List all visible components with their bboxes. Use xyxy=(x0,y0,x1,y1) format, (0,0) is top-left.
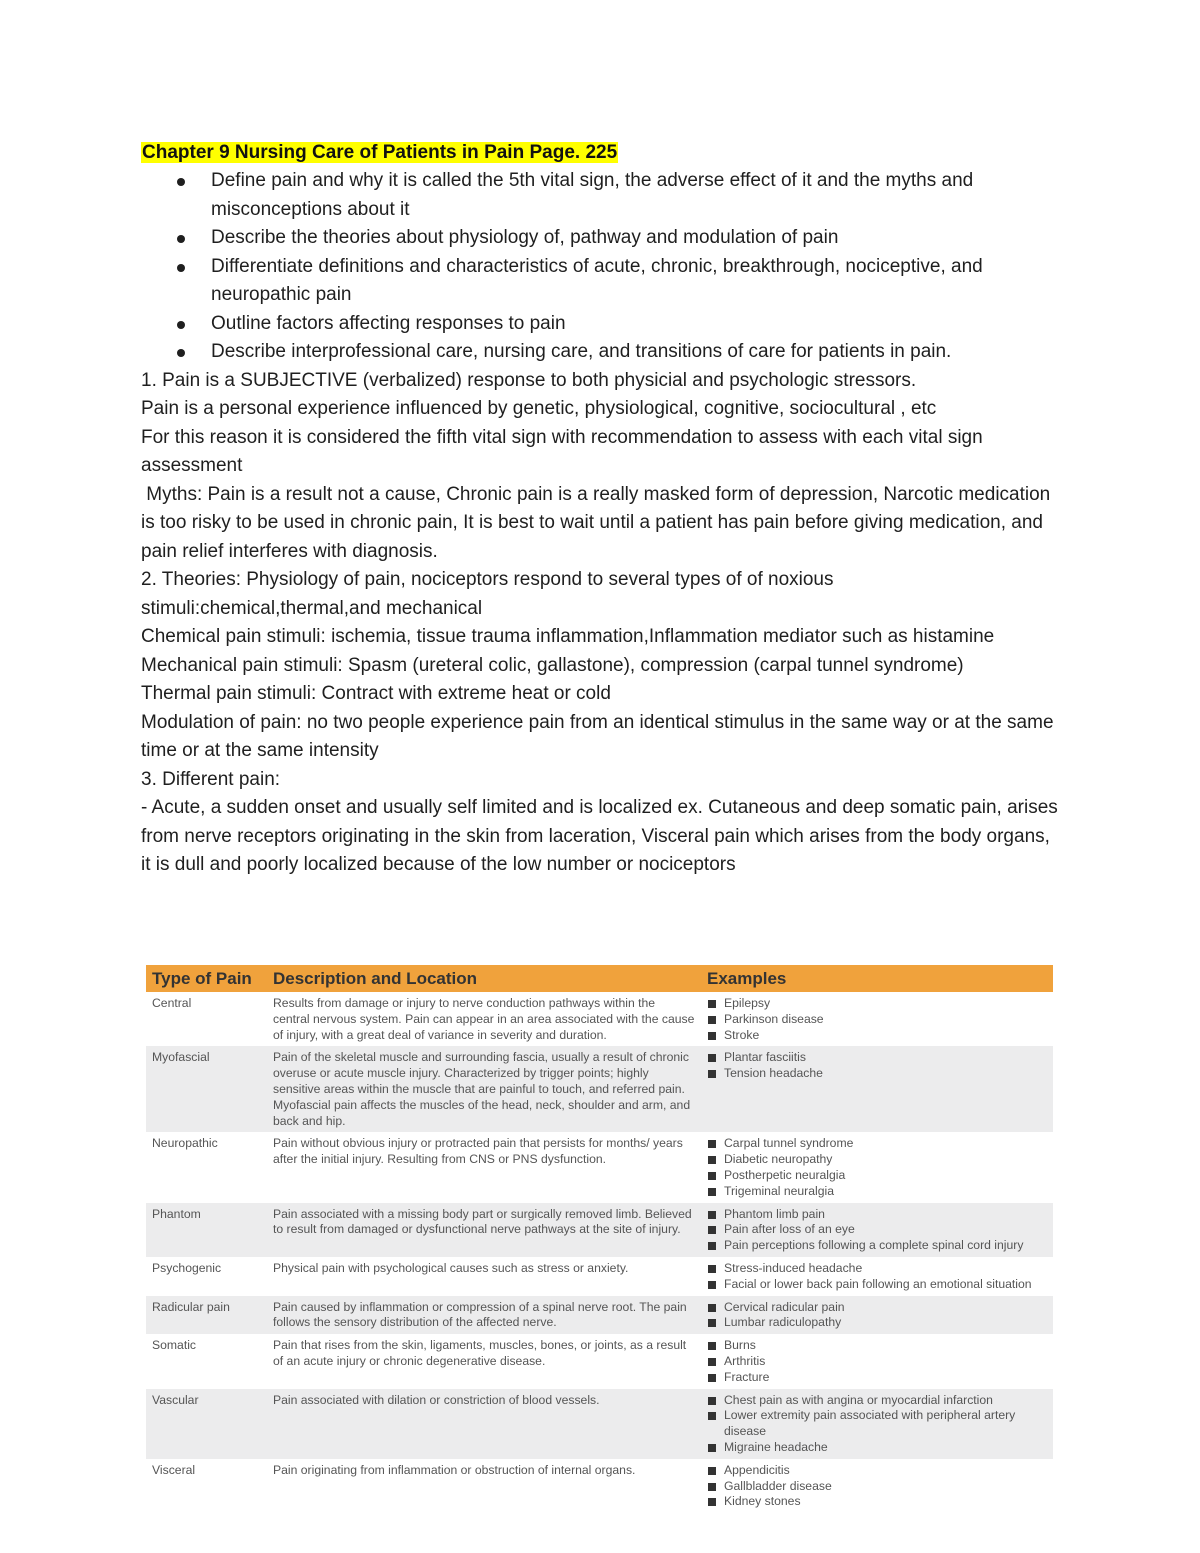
pain-examples-cell xyxy=(701,1459,1053,1513)
square-bullet-icon xyxy=(708,1000,716,1008)
pain-description-cell: Pain without obvious injury or protracted pain that persists for months/ years after the initial injury. Resulting from CNS or PNS dysfunction. xyxy=(273,1136,683,1167)
body-paragraph: Modulation of pain: no two people experience pain from an identical stimulus in the same way or at the same time or at the same intensity xyxy=(141,711,1054,761)
square-bullet-icon xyxy=(708,1070,716,1078)
pain-examples-cell xyxy=(701,1203,1053,1257)
square-bullet-icon xyxy=(708,1444,716,1452)
table-row xyxy=(146,1257,1053,1296)
pain-examples-cell xyxy=(701,1389,1053,1459)
chapter-title: Chapter 9 Nursing Care of Patients in Pain Page. 225 xyxy=(142,142,618,163)
pain-type-cell: Myofascial xyxy=(146,1046,267,1132)
body-paragraph: Chemical pain stimuli: ischemia, tissue trauma inflammation,Inflammation mediator such as histamine xyxy=(141,626,995,647)
pain-examples-cell xyxy=(701,992,1053,1046)
table-header-row xyxy=(146,965,1053,992)
example-item: Diabetic neuropathy xyxy=(707,1152,1047,1168)
body-paragraph: Mechanical pain stimuli: Spasm (ureteral colic, gallastone), compression (carpal tunnel syndrome) xyxy=(141,654,964,676)
bullet-icon xyxy=(177,349,185,357)
example-item: Appendicitis xyxy=(707,1463,1047,1479)
square-bullet-icon xyxy=(708,1319,716,1327)
example-item: Burns xyxy=(707,1338,1047,1354)
square-bullet-icon xyxy=(708,1281,716,1289)
square-bullet-icon xyxy=(708,1397,716,1405)
table-row xyxy=(146,1046,1053,1132)
pain-type-cell: Central xyxy=(152,996,192,1010)
example-item: Migraine headache xyxy=(707,1440,1047,1456)
pain-type-cell: Vascular xyxy=(146,1389,267,1459)
square-bullet-icon xyxy=(708,1342,716,1350)
example-item: Stroke xyxy=(707,1028,1047,1044)
square-bullet-icon xyxy=(708,1265,716,1273)
example-item: Stress-induced headache xyxy=(707,1261,1047,1277)
bullet-icon xyxy=(177,178,185,186)
examples-list xyxy=(707,1050,1047,1082)
table-row xyxy=(146,1132,1053,1202)
examples-list xyxy=(707,1136,1047,1199)
square-bullet-icon xyxy=(708,1226,716,1234)
example-item: Postherpetic neuralgia xyxy=(707,1168,1047,1184)
example-item: Lower extremity pain associated with peripheral artery disease xyxy=(707,1408,1047,1440)
pain-description-cell: Pain associated with dilation or constriction of blood vessels. xyxy=(267,1389,701,1459)
example-item: Lumbar radiculopathy xyxy=(707,1315,1047,1331)
body-paragraph: - Acute, a sudden onset and usually self limited and is localized ex. Cutaneous and deep somatic pain, arises from nerve receptors originating in the skin from laceration, Visceral pain which arises from the body organs, it is dull and poorly localized because of the low number or nociceptors xyxy=(141,797,1058,875)
pain-examples-cell xyxy=(701,1132,1053,1202)
table-row xyxy=(146,1203,1053,1257)
example-item: Parkinson disease xyxy=(707,1012,1047,1028)
pain-description-cell: Results from damage or injury to nerve conduction pathways within the central nervous system. Pain can appear in an area associated with the cause of injury, with a great deal of variance in severity and duration. xyxy=(273,996,695,1042)
body-paragraph: Myths: Pain is a result not a cause, Chronic pain is a really masked form of depression, Narcotic medication is too risky to be used in chronic pain, It is best to wait until a patient has pain before giving medication, and pain relief interferes with diagnosis. xyxy=(141,483,1056,562)
square-bullet-icon xyxy=(708,1483,716,1491)
pain-description-cell: Pain caused by inflammation or compression of a spinal nerve root. The pain follows the sensory distribution of the affected nerve. xyxy=(267,1296,701,1335)
body-paragraph: Thermal pain stimuli: Contract with extreme heat or cold xyxy=(141,683,611,704)
bullet-icon xyxy=(177,321,185,329)
body-paragraph: Pain is a personal experience influenced by genetic, physiological, cognitive, sociocultural , etc xyxy=(141,398,937,419)
examples-list xyxy=(707,996,1047,1043)
objectives-list xyxy=(141,167,1061,367)
column-header-examples: Examples xyxy=(701,965,1053,992)
body-paragraph: For this reason it is considered the fifth vital sign with recommendation to assess with each vital sign assessment xyxy=(141,426,983,476)
pain-examples-cell xyxy=(701,1296,1053,1335)
pain-types-table xyxy=(146,965,1053,1513)
pain-examples-cell xyxy=(701,1334,1053,1388)
square-bullet-icon xyxy=(708,1054,716,1062)
square-bullet-icon xyxy=(708,1032,716,1040)
examples-list xyxy=(707,1300,1047,1332)
bullet-icon xyxy=(177,235,185,243)
example-item: Gallbladder disease xyxy=(707,1479,1047,1495)
objective-item: Differentiate definitions and characteristics of acute, chronic, breakthrough, nociceptive, and neuropathic pain xyxy=(211,253,1061,310)
example-item: Trigeminal neuralgia xyxy=(707,1184,1047,1200)
example-item: Chest pain as with angina or myocardial infarction xyxy=(707,1393,1047,1409)
examples-list xyxy=(707,1338,1047,1385)
example-item: Epilepsy xyxy=(707,996,1047,1012)
objective-item: Define pain and why it is called the 5th vital sign, the adverse effect of it and the myths and misconceptions about it xyxy=(211,167,1061,224)
table-row xyxy=(146,1459,1053,1513)
square-bullet-icon xyxy=(708,1242,716,1250)
square-bullet-icon xyxy=(708,1172,716,1180)
pain-type-cell: Psychogenic xyxy=(152,1260,222,1275)
example-item: Cervical radicular pain xyxy=(707,1300,1047,1316)
examples-list xyxy=(707,1261,1047,1293)
pain-type-cell: Radicular pain xyxy=(146,1296,267,1335)
pain-type-cell: Visceral xyxy=(152,1462,196,1477)
objective-item: Describe interprofessional care, nursing care, and transitions of care for patients in pain. xyxy=(211,338,1061,367)
example-item: Plantar fasciitis xyxy=(707,1050,1047,1066)
square-bullet-icon xyxy=(708,1016,716,1024)
examples-list xyxy=(707,1207,1047,1254)
square-bullet-icon xyxy=(708,1412,716,1420)
pain-description-cell: Pain that rises from the skin, ligaments, muscles, bones, or joints, as a result of an acute injury or chronic degenerative disease. xyxy=(273,1338,687,1368)
pain-examples-cell xyxy=(701,1257,1053,1296)
body-paragraph: 2. Theories: Physiology of pain, nociceptors respond to several types of of noxious stimuli:chemical,thermal,and mechanical xyxy=(141,569,834,619)
example-item: Kidney stones xyxy=(707,1494,1047,1510)
pain-type-cell: Neuropathic xyxy=(152,1136,218,1151)
body-paragraph: 3. Different pain: xyxy=(141,768,281,790)
example-item: Facial or lower back pain following an emotional situation xyxy=(707,1277,1047,1293)
column-header-type: Type of Pain xyxy=(146,965,267,992)
example-item: Pain perceptions following a complete spinal cord injury xyxy=(707,1238,1047,1254)
table-row xyxy=(146,1334,1053,1388)
pain-type-cell: Somatic xyxy=(152,1338,197,1353)
table-row xyxy=(146,992,1053,1046)
pain-description-cell: Pain associated with a missing body part or surgically removed limb. Believed to result from damaged or dysfunctional nerve pathways at the site of injury. xyxy=(267,1203,701,1257)
example-item: Carpal tunnel syndrome xyxy=(707,1136,1047,1152)
column-header-description: Description and Location xyxy=(267,965,701,992)
pain-type-cell: Phantom xyxy=(146,1203,267,1257)
examples-list xyxy=(707,1393,1047,1456)
square-bullet-icon xyxy=(708,1140,716,1148)
table-body xyxy=(146,992,1053,1513)
objective-item: Describe the theories about physiology of, pathway and modulation of pain xyxy=(211,224,1061,253)
table-row xyxy=(146,1296,1053,1335)
objective-item: Outline factors affecting responses to pain xyxy=(211,310,1061,339)
square-bullet-icon xyxy=(708,1374,716,1382)
title-line xyxy=(141,138,1061,167)
square-bullet-icon xyxy=(708,1188,716,1196)
pain-description-cell: Pain originating from inflammation or obstruction of internal organs. xyxy=(273,1462,636,1477)
pain-description-cell: Physical pain with psychological causes such as stress or anxiety. xyxy=(273,1260,629,1275)
pain-examples-cell xyxy=(701,1046,1053,1132)
square-bullet-icon xyxy=(708,1156,716,1164)
square-bullet-icon xyxy=(708,1358,716,1366)
example-item: Tension headache xyxy=(707,1066,1047,1082)
square-bullet-icon xyxy=(708,1304,716,1312)
example-item: Pain after loss of an eye xyxy=(707,1222,1047,1238)
example-item: Phantom limb pain xyxy=(707,1207,1047,1223)
pain-description-cell: Pain of the skeletal muscle and surrounding fascia, usually a result of chronic overuse or acute muscle injury. Characterized by trigger points; highly sensitive areas within the muscle that are painful to touch, and referred pain. Myofascial pain affects the muscles of the head, neck, shoulder and arm, and back and hip. xyxy=(267,1046,701,1132)
body-paragraph: 1. Pain is a SUBJECTIVE (verbalized) response to both physicial and psychologic stressors. xyxy=(141,369,917,391)
document-page xyxy=(141,138,1061,880)
square-bullet-icon xyxy=(708,1498,716,1506)
table-row xyxy=(146,1389,1053,1459)
square-bullet-icon xyxy=(708,1211,716,1219)
example-item: Arthritis xyxy=(707,1354,1047,1370)
square-bullet-icon xyxy=(708,1467,716,1475)
bullet-icon xyxy=(177,264,185,272)
example-item: Fracture xyxy=(707,1370,1047,1386)
examples-list xyxy=(707,1463,1047,1510)
